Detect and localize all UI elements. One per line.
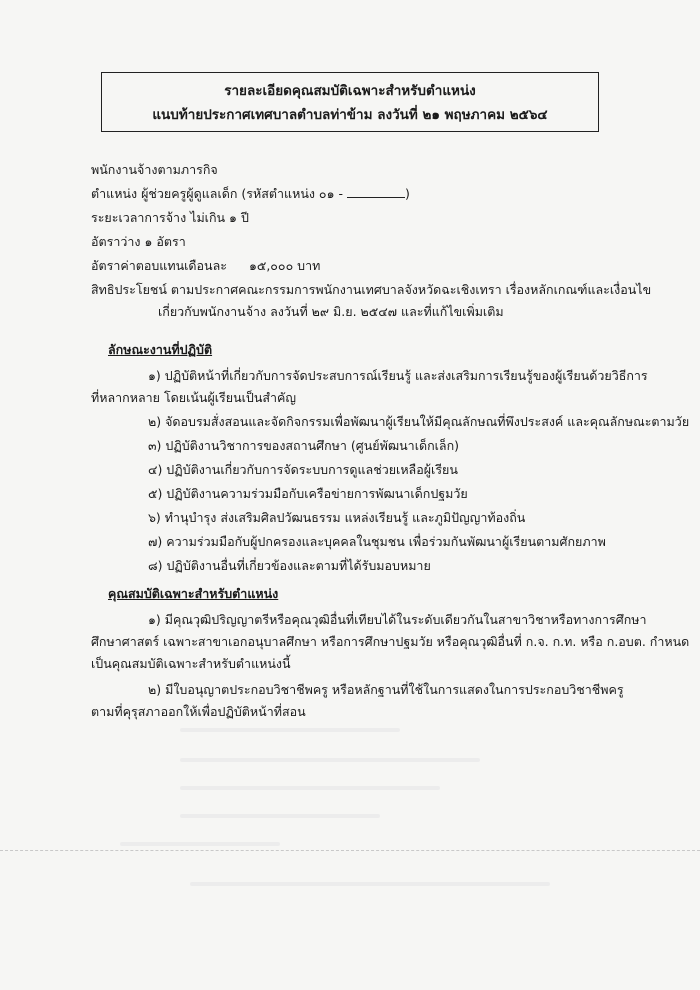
qualifications-heading: คุณสมบัติเฉพาะสำหรับตำแหน่ง <box>108 586 279 601</box>
duties-heading: ลักษณะงานที่ปฏิบัติ <box>108 342 213 357</box>
duty-item: ๒) จัดอบรมสั่งสอนและจัดกิจกรรมเพื่อพัฒนาผู้เรียนให้มีคุณลักษณที่พึงประสงค์ และคุณลักษณะตามวัย <box>148 414 690 429</box>
position-line <box>91 184 410 204</box>
duty-item: ๘) ปฏิบัติงานอื่นที่เกี่ยวข้องและตามที่ได้รับมอบหมาย <box>148 558 431 573</box>
position-code-blank <box>347 186 405 198</box>
salary-label: อัตราค่าตอบแทนเดือนละ <box>91 258 227 273</box>
employment-duration: ระยะเวลาการจ้าง ไม่เกิน ๑ ปี <box>91 210 249 225</box>
benefits-line-2: เกี่ยวกับพนักงานจ้าง ลงวันที่ ๒๙ มิ.ย. ๒๕๔๗ และที่แก้ไขเพิ่มเติม <box>158 304 504 319</box>
qualification-line: ตามที่คุรุสภาออกให้เพื่อปฏิบัติหน้าที่สอน <box>91 704 306 719</box>
position-code-suffix: ) <box>404 186 410 201</box>
duty-item-continuation: ที่หลากหลาย โดยเน้นผู้เรียนเป็นสำคัญ <box>91 390 297 405</box>
qualification-line: เป็นคุณสมบัติเฉพาะสำหรับตำแหน่งนี้ <box>91 656 291 671</box>
position-name: ผู้ช่วยครูผู้ดูแลเด็ก <box>141 186 238 201</box>
duty-item: ๗) ความร่วมมือกับผู้ปกครองและบุคคลในชุมชน เพื่อร่วมกันพัฒนาผู้เรียนตามศักยภาพ <box>148 534 606 549</box>
title-line-2: แนบท้ายประกาศเทศบาลตำบลท่าข้าม ลงวันที่ ๒๑ พฤษภาคม ๒๕๖๔ <box>152 107 548 123</box>
position-code-prefix: (รหัสตำแหน่ง ๐๑ - <box>241 186 343 201</box>
benefits-line-1: สิทธิประโยชน์ ตามประกาศคณะกรรมการพนักงานเทศบาลจังหวัดฉะเชิงเทรา เรื่องหลักเกณฑ์และเงื่อนไข <box>91 282 652 297</box>
title-line-1: รายละเอียดคุณสมบัติเฉพาะสำหรับตำแหน่ง <box>224 83 476 99</box>
duty-item: ๔) ปฏิบัติงานเกี่ยวกับการจัดระบบการดูแลช่วยเหลือผู้เรียน <box>148 462 458 477</box>
page-fold-line <box>0 850 700 851</box>
title-box <box>101 72 599 132</box>
duty-item: ๓) ปฏิบัติงานวิชาการของสถานศึกษา (ศูนย์พัฒนาเด็กเล็ก) <box>148 438 460 453</box>
salary-line <box>91 256 320 276</box>
salary-value: ๑๕,๐๐๐ บาท <box>248 258 321 273</box>
qualification-line: ศึกษาศาสตร์ เฉพาะสาขาเอกอนุบาลศึกษา หรือการศึกษาปฐมวัย หรือคุณวุฒิอื่นที่ ก.จ. ก.ท. หรือ ก.อบต. กำหนด <box>91 634 690 649</box>
bleed-through-text <box>60 700 640 900</box>
qualification-line: ๒) มีใบอนุญาตประกอบวิชาชีพครู หรือหลักฐานที่ใช้ในการแสดงในการประกอบวิชาชีพครู <box>148 682 624 697</box>
duty-item: ๑) ปฏิบัติหน้าที่เกี่ยวกับการจัดประสบการณ์เรียนรู้ และส่งเสริมการเรียนรู้ของผู้เรียนด้วยวิธีการ <box>148 368 648 383</box>
vacancies: อัตราว่าง ๑ อัตรา <box>91 234 186 249</box>
duty-item: ๕) ปฏิบัติงานความร่วมมือกับเครือข่ายการพัฒนาเด็กปฐมวัย <box>148 486 468 501</box>
qualification-line: ๑) มีคุณวุฒิปริญญาตรีหรือคุณวุฒิอื่นที่เทียบได้ในระดับเดียวกันในสาขาวิชาหรือทางการศึกษา <box>148 612 647 627</box>
employee-type: พนักงานจ้างตามภารกิจ <box>91 162 218 177</box>
position-label: ตำแหน่ง <box>91 186 138 201</box>
duty-item: ๖) ทำนุบำรุง ส่งเสริมศิลปวัฒนธรรม แหล่งเรียนรู้ และภูมิปัญญาท้องถิ่น <box>148 510 526 525</box>
